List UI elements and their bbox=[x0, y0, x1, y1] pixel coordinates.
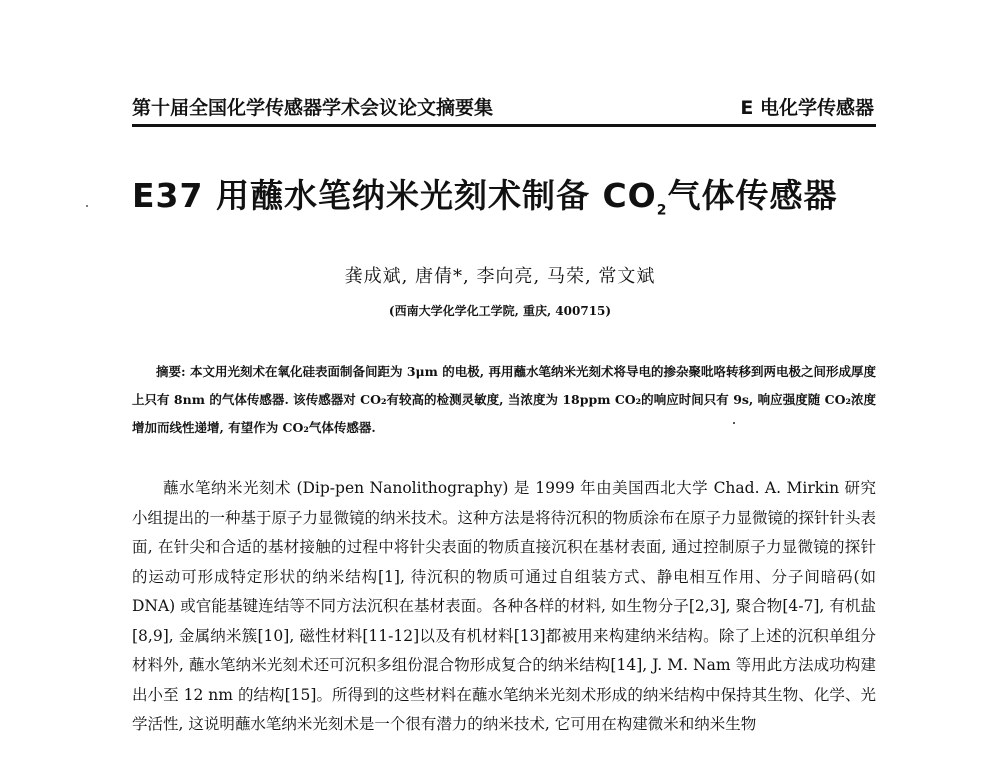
paper-title bbox=[132, 170, 876, 219]
title-tail: 气体传感器 bbox=[667, 176, 838, 215]
proceedings-title: 第十届全国化学传感器学术会议论文摘要集 bbox=[132, 97, 494, 119]
title-subscript: 2 bbox=[656, 202, 668, 219]
abstract: 摘要: 本文用光刻术在氧化硅表面制备间距为 3μm 的电极, 再用蘸水笔纳米光刻术将导电的掺杂聚吡咯转移到两电极之间形成厚度上只有 8nm 的气体传感器. 该传感器对 CO₂有较高的检测灵敏度, 当浓度为 18ppm CO₂的响应时间只有 9s, 响应强度随 CO₂浓度增加而线性递增, 有望作为 CO₂气体传感器. bbox=[132, 364, 876, 435]
section-label: E 电化学传感器 bbox=[740, 97, 874, 119]
scan-speck bbox=[86, 205, 88, 207]
title-main: E37 用蘸水笔纳米光刻术制备 CO bbox=[132, 176, 657, 215]
body-paragraph: 蘸水笔纳米光刻术 (Dip-pen Nanolithography) 是 1999 年由美国西北大学 Chad. A. Mirkin 研究小组提出的一种基于原子力显微镜的纳米技术。这种方法是将待沉积的物质涂布在原子力显微镜的探针针头表面, 在针尖和合适的基材接触的过程中将针尖表面的物质直接沉积在基材表面, 通过控制原子力显微镜的探针的运动可形成特定形状的纳米结构[1], 待沉积的物质可通过自组装方式、静电相互作用、分子间暗码(如 DNA) 或官能基键连结等不同方法沉积在基材表面。各种各样的材料, 如生物分子[2,3], 聚合物[4-7], 有机盐[8,9], 金属纳米簇[10], 磁性材料[11-12]以及有机材料[13]都被用来构建纳米结构。除了上述的沉积单组分材料外, 蘸水笔纳米光刻术还可沉积多组份混合物形成复合的纳米结构[14], J. M. Nam 等用此方法成功构建出小至 12 nm 的结构[15]。所得到的这些材料在蘸水笔纳米光刻术形成的纳米结构中保持其生物、化学、光学活性, 这说明蘸水笔纳米光刻术是一个很有潜力的纳米技术, 它可用在构建微米和纳米生物 bbox=[132, 479, 877, 733]
affiliation: (西南大学化学化工学院, 重庆, 400715) bbox=[388, 304, 612, 318]
running-header bbox=[132, 92, 876, 127]
author-list: 龚成斌, 唐倩*, 李向亮, 马荣, 常文斌 bbox=[344, 266, 656, 287]
